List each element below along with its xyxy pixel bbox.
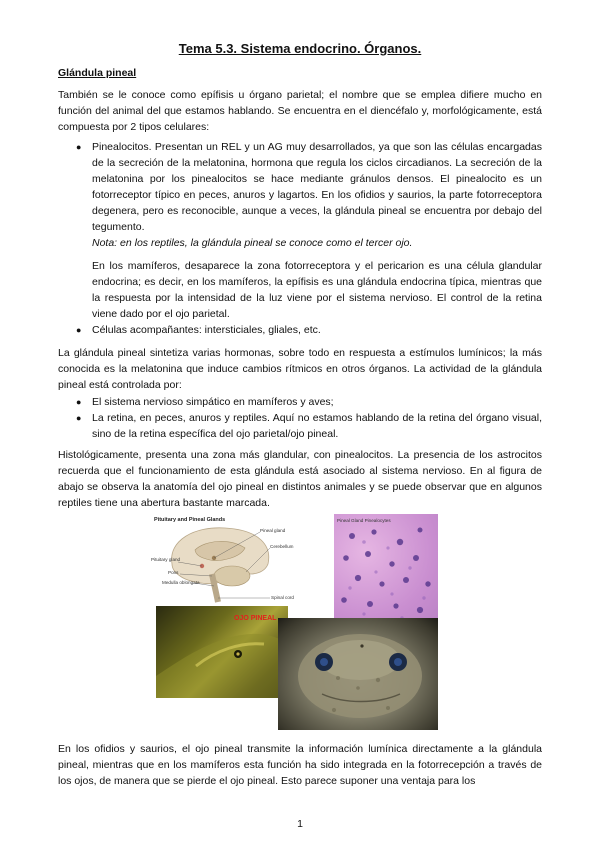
- hormones-paragraph: La glándula pineal sintetiza varias hormonas, sobre todo en respuesta a estímulos lumínicos; la más conocida es la melatonina que induce cambios rítmicos en otros órganos. La actividad de la glándula pineal está controlada por:: [58, 347, 542, 392]
- label-pons: Pons: [168, 570, 179, 575]
- label-pituitary: Pituitary gland: [151, 557, 181, 562]
- brain-diagram-image: [150, 512, 315, 604]
- label-pineal: Pineal gland: [260, 528, 286, 533]
- label-spinal: Spinal cord: [271, 595, 294, 600]
- bullet-retina: La retina, en peces, anuros y reptiles. Aquí no estamos hablando de la retina del órgano visual, sino de la retina específica del ojo parietal/ojo pineal.: [92, 412, 542, 441]
- note-paragraph: Nota: en los reptiles, la glándula pineal se conoce como el tercer ojo.: [92, 237, 413, 249]
- histology-paragraph: Histológicamente, presenta una zona más glandular, con pinealocitos. La presencia de los astrocitos recuerda que el funcionamiento de esta glándula está asociado al sistema nervioso. En al figura de abajo se observa la anatomía del ojo pineal en distintos animales y se puede observar que en algunos reptiles tiene una abertura bastante marcada.: [58, 449, 542, 510]
- diagram-title: Pituitary and Pineal Glands: [154, 517, 226, 523]
- histology-title: Pineal Gland Pinealocytes: [337, 518, 391, 523]
- bullet-pinealocitos: Pinealocitos. Presentan un REL y un AG muy desarrollados, ya que son las células encargadas de la secreción de la melatonina, hormona que regula los ciclos circadianos. La secreción de la melatonina por los pinealocitos se hace mediante gránulos densos. El pinealocito es un fotorreceptor típico en peces, anuros y lagartos. En los ofidios y saurios, la parte fotorreceptora degenera, pero es reconocible, aunque a veces, la glándula pineal se encuentra por debajo del tegumento.: [92, 141, 542, 234]
- bullet-simpatico: El sistema nervioso simpático en mamíferos y aves;: [92, 396, 334, 408]
- bullet-celulas-acompanantes: Células acompañantes: intersticiales, gliales, etc.: [92, 324, 321, 336]
- section-heading: Glándula pineal: [58, 67, 137, 79]
- page-number: 1: [297, 818, 303, 830]
- intro-paragraph: También se le conoce como epífisis u órgano parietal; el nombre que se emplea difiere mucho en función del animal del que estamos hablando. Se encuentra en el diencéfalo y, morfológicamente, está compuesta por 2 tipos celulares:: [58, 89, 542, 134]
- bullet-icon: ●: [76, 413, 82, 423]
- page-title: Tema 5.3. Sistema endocrino. Órganos.: [178, 41, 422, 56]
- bullet-icon: ●: [76, 325, 82, 335]
- lizard-photo: [156, 606, 288, 698]
- closing-paragraph: En los ofidios y saurios, el ojo pineal transmite la información lumínica directamente a la glándula pineal, mientras que en los mamíferos esta función ha sido integrada en la fotorrecepción a través de los ojos, de manera que se pierde el ojo pineal. Esto parece suponer una ventaja para los: [58, 743, 542, 788]
- label-cerebellum: Cerebellum: [270, 544, 294, 549]
- mammals-paragraph: En los mamíferos, desaparece la zona fotorreceptora y el pericarion es una célula glandular endocrina; es decir, en los mamíferos, la epífisis es una glándula endocrina típica, mientras que la respuesta por la intensidad de la luz viene por el sistema nervioso. El control de la retina viene dado por el ojo parietal.: [92, 260, 542, 321]
- bullet-icon: ●: [76, 397, 82, 407]
- frog-photo: [278, 618, 438, 730]
- label-medulla: Medulla oblongata: [162, 580, 200, 585]
- bullet-icon: ●: [76, 142, 82, 152]
- photo-label: OJO PINEAL: [234, 615, 277, 622]
